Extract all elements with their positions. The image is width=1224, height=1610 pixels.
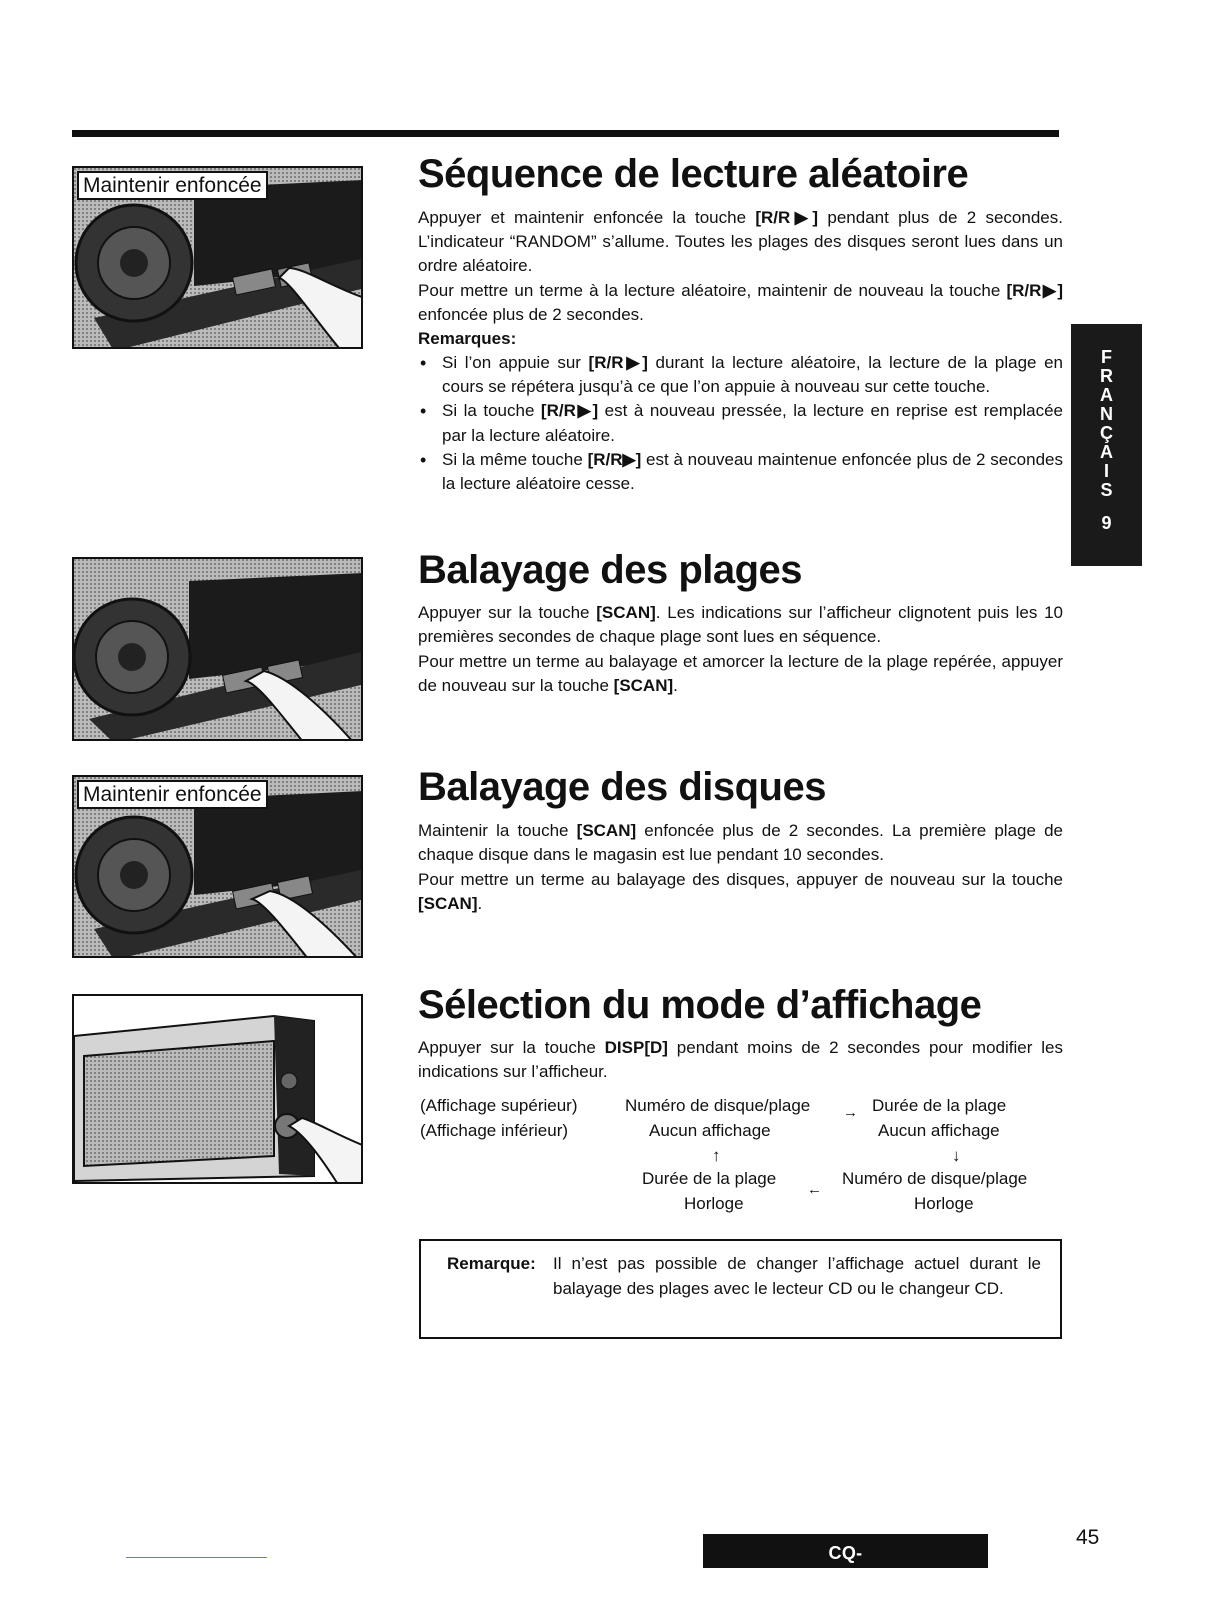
text: Maintenir la touche xyxy=(418,821,577,840)
remarks-list xyxy=(418,351,1063,496)
text: Appuyer sur la touche xyxy=(418,603,597,622)
paragraph xyxy=(418,1036,1063,1084)
page-number: 45 xyxy=(1076,1526,1100,1549)
display-mode-diagram xyxy=(418,1094,1078,1224)
text: pendant plus de 2 secondes. L’indicateur “RANDOM” s’allume. Toutes les plages des disques seront lues dans un ordre aléatoire. xyxy=(418,208,1063,276)
remarks-heading: Remarques: xyxy=(418,329,517,348)
illustration-scan-tracks xyxy=(72,557,363,741)
text: Appuyer sur la touche xyxy=(418,1038,605,1057)
arrow-right-icon: → xyxy=(843,1104,858,1121)
arrow-left-icon: ← xyxy=(807,1181,822,1198)
paragraph xyxy=(418,819,1063,867)
text: pendant moins de 2 secondes pour modifier les indications sur l’afficheur. xyxy=(418,1038,1063,1082)
key-label: [SCAN] xyxy=(613,676,674,696)
key-label: [R/R▶] xyxy=(1006,281,1063,300)
list-item xyxy=(418,351,1063,399)
mode3-lower: Horloge xyxy=(914,1194,974,1213)
car-stereo-illustration xyxy=(74,996,363,1184)
language-tab xyxy=(1071,324,1142,566)
text: est à nouveau maintenue enfoncée plus de 2 secondes la lecture aléatoire cesse. xyxy=(442,449,1064,494)
note-text: Il n’est pas possible de changer l’affichage actuel durant le balayage des plages avec le lecteur CD ou le changeur CD. xyxy=(553,1254,1041,1298)
tab-letter: A xyxy=(1100,385,1113,405)
paragraph xyxy=(418,601,1063,649)
section-title-display: Sélection du mode d’affichage xyxy=(418,983,982,1027)
lower-display-label: (Affichage inférieur) xyxy=(420,1121,569,1140)
note-box xyxy=(419,1239,1062,1339)
paragraph xyxy=(418,650,1063,698)
key-label: [R/R▶] xyxy=(540,401,599,421)
illustration-display xyxy=(72,994,363,1184)
arrow-up-icon: ↑ xyxy=(712,1146,721,1165)
upper-display-label: (Affichage supérieur) xyxy=(420,1096,578,1115)
illustration-scan-discs xyxy=(72,775,363,958)
text: enfoncée plus de 2 secondes. xyxy=(418,305,644,325)
text: Pour mettre un terme au balayage des disques, appuyer de nouveau sur la touche xyxy=(418,870,1063,889)
section-title-scan-discs: Balayage des disques xyxy=(418,765,826,809)
text: Si la même touche xyxy=(442,449,588,469)
arrow-down-icon: ↓ xyxy=(952,1146,961,1165)
note-label: Remarque: xyxy=(447,1254,536,1273)
tab-letter: F xyxy=(1101,347,1112,367)
mode4-lower: Horloge xyxy=(684,1194,744,1213)
tab-letter: S xyxy=(1100,480,1113,500)
key-label: [R/R▶] xyxy=(755,208,819,227)
paragraph xyxy=(418,206,1063,279)
section-title-scan-tracks: Balayage des plages xyxy=(418,548,803,592)
tab-letter: Ç xyxy=(1100,423,1113,443)
text: . xyxy=(673,676,678,696)
photo-label: Maintenir enfoncée xyxy=(77,780,268,809)
photo-label: Maintenir enfoncée xyxy=(77,171,268,200)
illustration-random xyxy=(72,166,363,349)
tab-letter: N xyxy=(1100,404,1113,424)
tab-letter: I xyxy=(1103,461,1109,481)
text: Pour mettre un terme à la lecture aléatoire, maintenir de nouveau la touche xyxy=(418,281,1007,300)
text: Pour mettre un terme au balayage et amorcer la lecture de la plage repérée, appuyer de nouveau sur la touche xyxy=(418,652,1063,696)
mode2-upper: Durée de la plage xyxy=(872,1096,1007,1115)
list-item xyxy=(418,399,1063,447)
paragraph xyxy=(418,868,1063,916)
section-title-random: Séquence de lecture aléatoire xyxy=(418,152,969,196)
text: Si la touche xyxy=(442,401,541,421)
car-stereo-illustration xyxy=(74,559,363,741)
text: enfoncée plus de 2 secondes. La première plage de chaque disque dans le magasin est lue pendant 10 secondes. xyxy=(418,821,1063,865)
text: est à nouveau pressée, la lecture en reprise est remplacée par la lecture aléatoire. xyxy=(442,401,1063,445)
model-badge: CQ-DFX77/DFX55/DF66/DF44EUC xyxy=(703,1534,988,1568)
mode4-upper: Durée de la plage xyxy=(642,1169,777,1188)
text: Appuyer et maintenir enfoncée la touche xyxy=(418,208,756,227)
text: . xyxy=(477,894,483,914)
list-item xyxy=(418,448,1063,496)
mode1-upper: Numéro de disque/plage xyxy=(625,1096,811,1115)
mode2-lower: Aucun affichage xyxy=(878,1121,1000,1140)
tab-letter: A xyxy=(1100,442,1113,462)
text: . Les indications sur l’afficheur clignotent puis les 10 premières secondes de chaque plage sont lues en séquence. xyxy=(418,603,1063,647)
key-label: [SCAN] xyxy=(596,603,656,622)
key-label: [R/R▶] xyxy=(587,449,642,469)
key-label: [R/R▶] xyxy=(588,353,648,372)
key-label: [SCAN] xyxy=(576,821,637,840)
top-rule xyxy=(72,130,1059,137)
key-label: [SCAN] xyxy=(418,894,478,914)
paragraph xyxy=(418,279,1063,327)
mode1-lower: Aucun affichage xyxy=(649,1121,771,1140)
text: durant la lecture aléatoire, la lecture de la plage en cours se répétera jusqu’à ce que l’on appuie à nouveau sur cette touche. xyxy=(442,353,1063,397)
footer-rule xyxy=(126,1557,267,1558)
key-label: DISP[D] xyxy=(604,1038,668,1057)
tab-letter: R xyxy=(1100,366,1113,386)
text: Si l’on appuie sur xyxy=(442,353,589,372)
mode3-upper: Numéro de disque/plage xyxy=(842,1169,1028,1188)
chapter-number: 9 xyxy=(1101,513,1112,533)
